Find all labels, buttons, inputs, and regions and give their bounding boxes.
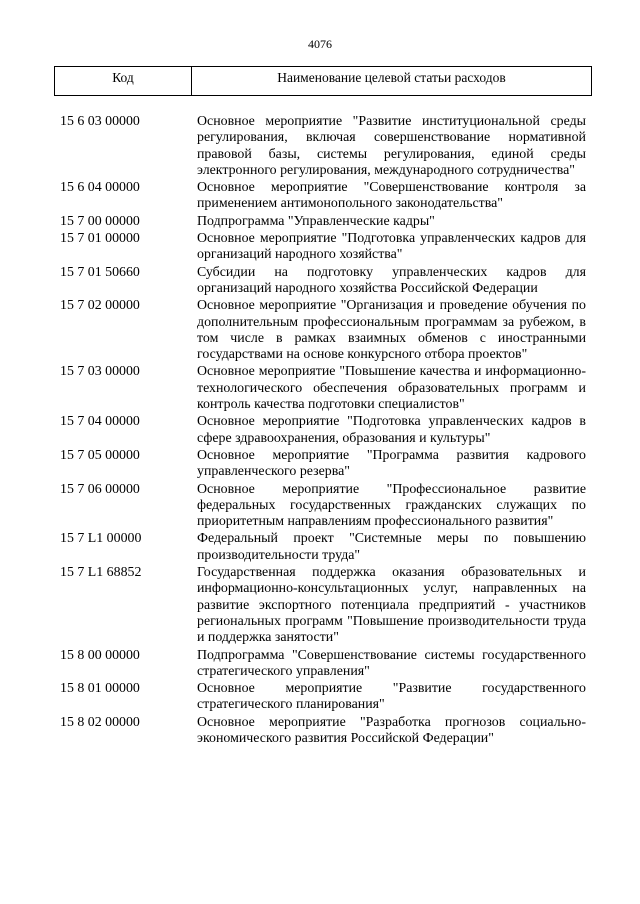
row-name: Государственная поддержка оказания образовательных и информационно-консультационных услуг, направленных на развитие экспортного потенциала предприятий - участников региональных программ "Повышение производительности труда и поддержка занятости"	[197, 565, 586, 646]
table-row	[54, 298, 592, 363]
table-row	[54, 231, 592, 264]
table-row	[54, 180, 592, 213]
row-code: 15 7 L1 00000	[60, 531, 142, 547]
row-name: Основное мероприятие "Организация и проведение обучения по дополнительным профессиональным программам за рубежом, в том числе в рамках взаимных обменов с иностранными государствами на основе конкурсного отбора проектов"	[197, 298, 586, 363]
row-name: Основное мероприятие "Развитие институциональной среды регулирования, включая совершенствование нормативной правовой базы, системы регулирования, единой среды электронного регулирования, международного сотрудничества"	[197, 114, 586, 178]
row-code: 15 7 06 00000	[60, 481, 140, 497]
page-number: 4076	[308, 37, 332, 51]
table-row	[54, 681, 592, 714]
row-code: 15 8 00 00000	[60, 647, 140, 663]
table-row	[54, 364, 592, 413]
row-code: 15 7 04 00000	[60, 414, 140, 430]
table-row	[54, 414, 592, 447]
table-row	[54, 648, 592, 681]
table-row	[54, 715, 592, 748]
row-code: 15 7 L1 68852	[60, 565, 142, 581]
table-row	[54, 448, 592, 481]
header-name: Наименование целевой статьи расходов	[277, 70, 506, 85]
table-row	[54, 214, 592, 230]
table-header	[54, 66, 592, 96]
header-code: Код	[55, 67, 192, 95]
table-row	[54, 482, 592, 531]
row-code: 15 7 01 00000	[60, 231, 140, 247]
row-code: 15 7 05 00000	[60, 447, 140, 463]
row-code: 15 7 00 00000	[60, 213, 140, 229]
table-row	[54, 531, 592, 564]
row-name: Подпрограмма "Управленческие кадры"	[197, 213, 435, 229]
row-name: Федеральный проект "Системные меры по повышению производительности труда"	[197, 531, 586, 563]
row-name: Основное мероприятие "Развитие государственного стратегического планирования"	[197, 681, 586, 713]
row-name: Подпрограмма "Совершенствование системы государственного стратегического управления"	[197, 647, 586, 679]
row-code: 15 8 01 00000	[60, 681, 140, 697]
row-name: Основное мероприятие "Подготовка управленческих кадров в сфере здравоохранения, образования и культуры"	[197, 414, 586, 446]
row-name: Основное мероприятие "Повышение качества и информационно-технологического обеспечения образовательных программ и контроль качества подготовки специалистов"	[197, 364, 586, 413]
row-code: 15 7 02 00000	[60, 298, 140, 314]
row-name: Основное мероприятие "Программа развития кадрового управленческого резерва"	[197, 447, 586, 480]
row-name: Основное мероприятие "Совершенствование контроля за применением антимонопольного законодательства"	[197, 180, 586, 212]
row-code: 15 7 01 50660	[60, 264, 140, 280]
row-code: 15 8 02 00000	[60, 714, 140, 730]
row-name: Основное мероприятие "Подготовка управленческих кадров для организаций народного хозяйства"	[197, 231, 586, 263]
table-row	[54, 114, 592, 179]
row-name: Основное мероприятие "Разработка прогнозов социально-экономического развития Российской Федерации"	[197, 714, 586, 746]
row-name: Субсидии на подготовку управленческих кадров для организаций народного хозяйства Российской Федерации	[197, 264, 586, 296]
table-row	[54, 565, 592, 646]
table-body	[54, 114, 592, 748]
table-row	[54, 265, 592, 298]
row-code: 15 7 03 00000	[60, 364, 140, 380]
row-code: 15 6 03 00000	[60, 114, 140, 129]
row-name: Основное мероприятие "Профессиональное развитие федеральных государственных гражданских служащих по приоритетным направлениям профессионального развития"	[197, 481, 586, 530]
row-code: 15 6 04 00000	[60, 180, 140, 196]
